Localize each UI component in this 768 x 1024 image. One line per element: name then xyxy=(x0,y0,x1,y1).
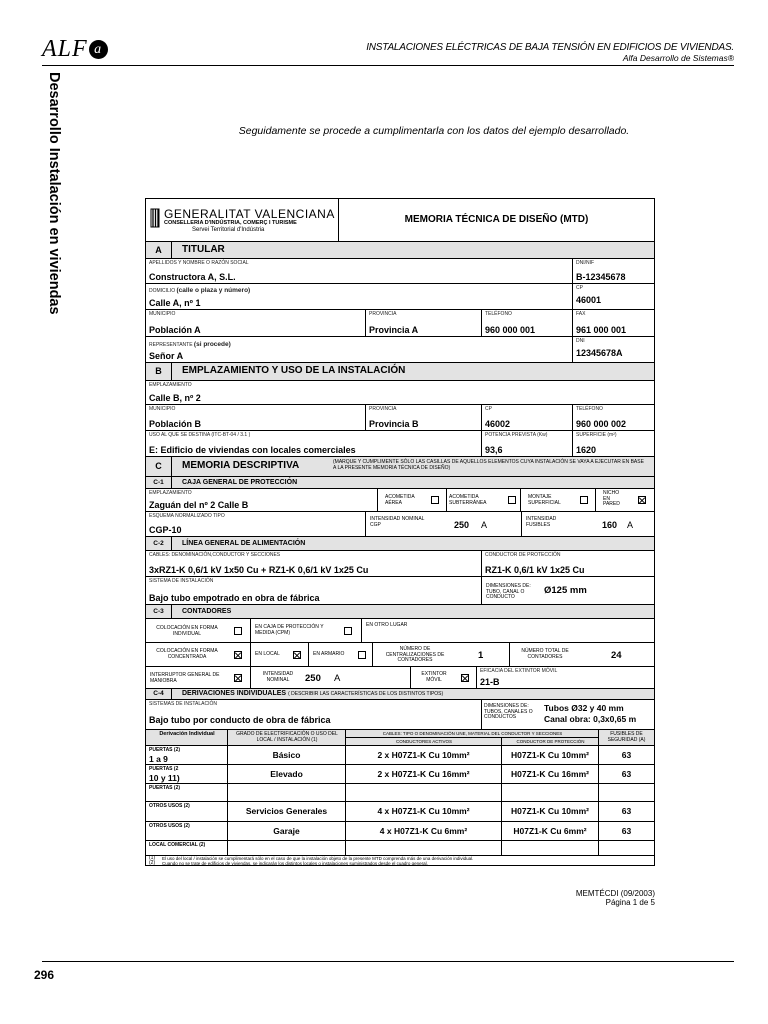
note-2-text: Cuando no se trate de edificios de viviendas, se indicarán los distintos locales o instalaciones suministrados desde el cuadro general. xyxy=(162,861,428,866)
sistema-lga-field[interactable] xyxy=(146,577,482,605)
di-row-5-tipo-cell[interactable] xyxy=(146,822,228,841)
esquema-field[interactable] xyxy=(146,512,366,537)
cables-lga-value: 3xRZ1-K 0,6/1 kV 1x50 Cu + RZ1-K 0,6/1 kV 1x25 Cu xyxy=(149,565,369,575)
extintor-label: EXTINTOR MÓVIL xyxy=(421,671,447,683)
municipio-b-label: MUNICIPIO xyxy=(149,406,176,412)
extintor-option[interactable] xyxy=(411,667,477,689)
esquema-value: CGP-10 xyxy=(149,525,182,535)
provincia-value: Provincia A xyxy=(369,325,419,335)
c3-title: CONTADORES xyxy=(182,608,232,615)
dimensiones-tubo-value: Ø125 mm xyxy=(544,585,587,596)
cgp-emplazamiento-value: Zaguán del nº 2 Calle B xyxy=(149,500,249,510)
fax-label: FAX xyxy=(576,311,586,317)
dninif-label: DNI/NIF xyxy=(576,260,595,266)
intensidad-interruptor-label: INTENSIDAD NOMINAL xyxy=(262,671,294,683)
form-notes xyxy=(146,856,654,865)
uso-label: USO AL QUE SE DESTINA (ITC-BT-04 / 3.1 ) xyxy=(149,432,251,438)
di-row-grado: Garaje xyxy=(273,826,300,836)
representante-label: REPRESENTANTE (si procede) xyxy=(149,341,231,348)
di-sistema-field[interactable] xyxy=(146,700,482,730)
c2-code: C-2 xyxy=(146,537,172,550)
di-row-6-prot-cell[interactable] xyxy=(502,841,599,856)
di-row-type: LOCAL COMERCIAL (2) xyxy=(149,842,206,848)
intensidad-cgp-label: INTENSIDAD NOMINAL CGP xyxy=(370,516,425,528)
di-row-2-prot-cell[interactable] xyxy=(502,765,599,784)
uso-field[interactable] xyxy=(146,431,482,457)
c3-code: C-3 xyxy=(146,605,172,618)
th-activos xyxy=(346,738,502,746)
di-row-type: OTROS USOS (2) xyxy=(149,823,190,829)
di-row-4-grado-cell[interactable] xyxy=(228,802,346,822)
di-row-1-grado-cell[interactable] xyxy=(228,746,346,765)
c4-code: C-4 xyxy=(146,689,172,699)
section-a-title: TITULAR xyxy=(182,244,225,255)
dninif-field[interactable] xyxy=(573,259,654,284)
provincia-b-field[interactable] xyxy=(366,405,482,431)
di-row-6-fus-cell[interactable] xyxy=(599,841,654,856)
montaje-superficial-label: MONTAJE SUPERFICIAL xyxy=(528,494,561,506)
di-row-5-activos-cell[interactable] xyxy=(346,822,502,841)
cp-value: 46001 xyxy=(576,295,602,305)
th-fusibles-label: FUSIBLES DE SEGURIDAD (A) xyxy=(607,731,646,743)
apellidos-label: APELLIDOS Y NOMBRE O RAZÓN SOCIAL xyxy=(149,260,249,266)
individual-label: COLOCACIÓN EN FORMA INDIVIDUAL xyxy=(156,625,218,637)
intensidad-cgp-value: 250 xyxy=(454,520,470,530)
municipio-value: Población A xyxy=(149,325,201,335)
conductor-proteccion-field[interactable] xyxy=(482,551,654,577)
num-total-contadores-value: 24 xyxy=(611,650,622,661)
di-row-1-activos-cell[interactable] xyxy=(346,746,502,765)
intensidad-fusibles-label: INTENSIDAD FUSIBLES xyxy=(526,516,557,528)
cp-b-label: CP xyxy=(485,406,492,412)
org-block xyxy=(146,199,339,242)
note-2-number: (2) xyxy=(149,860,156,866)
montaje-superficial-checkbox[interactable] xyxy=(580,496,588,504)
provincia-b-label: PROVINCIA xyxy=(369,406,397,412)
nicho-pared-checkbox[interactable] xyxy=(638,496,646,504)
domicilio-label: DOMICILIO (calle o plaza y número) xyxy=(149,287,251,294)
di-row-doors: 1 a 9 xyxy=(149,754,168,764)
en-armario-checkbox[interactable] xyxy=(358,651,366,659)
section-c-letter: C xyxy=(146,457,172,476)
di-row-3-grado-cell[interactable] xyxy=(228,784,346,802)
note-1-number: (1) xyxy=(149,855,156,861)
intensidad-fusibles-field[interactable] xyxy=(522,512,654,537)
di-row-6-tipo-cell[interactable] xyxy=(146,841,228,856)
di-row-4-tipo-cell[interactable] xyxy=(146,802,228,822)
section-c-header xyxy=(146,457,654,477)
dni-value: 12345678A xyxy=(576,348,623,358)
sistema-lga-label: SISTEMA DE INSTALACIÓN xyxy=(149,578,214,584)
di-row-activos: 4 x H07Z1-K Cu 6mm² xyxy=(379,826,468,836)
interruptor-option[interactable] xyxy=(146,667,251,689)
page-number: 296 xyxy=(34,968,55,982)
form-page: Página 1 de 5 xyxy=(605,898,655,907)
c1-title: CAJA GENERAL DE PROTECCIÓN xyxy=(182,479,298,486)
di-row-4-prot-cell[interactable] xyxy=(502,802,599,822)
mtd-form xyxy=(145,198,655,866)
c1-header xyxy=(146,477,654,489)
org-name: GENERALITAT VALENCIANA xyxy=(164,207,335,221)
telefono-b-field[interactable] xyxy=(573,405,654,431)
domicilio-value: Calle A, nº 1 xyxy=(149,298,201,308)
intro-text: Seguidamente se procede a cumplimentarla con los datos del ejemplo desarrollado. xyxy=(238,125,630,137)
di-row-4-fus-cell[interactable] xyxy=(599,802,654,822)
en-armario-label: EN ARMARIO xyxy=(313,651,345,657)
section-a-header xyxy=(146,242,654,259)
representante-value: Señor A xyxy=(149,351,184,361)
emplazamiento-field[interactable] xyxy=(146,381,654,405)
acometida-subterranea-label: ACOMETIDA SUBTERRÁNEA xyxy=(449,494,487,506)
th-grado-label: GRADO DE ELECTRIFICACIÓN O USO DEL LOCAL / INSTALACIÓN (1) xyxy=(236,731,338,743)
caja-proteccion-label: EN CAJA DE PROTECCIÓN Y MEDIDA (CPM) xyxy=(255,624,324,636)
th-cables xyxy=(346,730,599,738)
di-row-doors: 10 y 11) xyxy=(149,773,180,783)
caja-proteccion-option[interactable] xyxy=(251,619,362,643)
intensidad-fusibles-unit: A xyxy=(627,520,634,530)
superficie-field[interactable] xyxy=(573,431,654,457)
di-row-fus: 63 xyxy=(621,769,632,779)
doc-title: MEMORIA TÉCNICA DE DISEÑO (MTD) xyxy=(404,214,589,225)
di-row-prot: H07Z1-K Cu 10mm² xyxy=(511,806,589,816)
footer-rule xyxy=(42,961,734,962)
representante-field[interactable] xyxy=(146,337,573,363)
concentrada-option[interactable] xyxy=(146,643,251,667)
municipio-b-field[interactable] xyxy=(146,405,366,431)
emplazamiento-label: EMPLAZAMIENTO xyxy=(149,382,192,388)
dni-label: DNI xyxy=(576,338,585,344)
c2-header xyxy=(146,537,654,551)
num-total-contadores-field[interactable] xyxy=(510,643,654,667)
intensidad-interruptor-field[interactable] xyxy=(251,667,411,689)
fax-field[interactable] xyxy=(573,310,654,337)
num-total-contadores-label: NÚMERO TOTAL DE CONTADORES xyxy=(521,648,569,660)
intensidad-fusibles-value: 160 xyxy=(602,520,618,530)
num-centralizaciones-label: NÚMERO DE CENTRALIZACIONES DE CONTADORES xyxy=(385,646,445,663)
cp-label: CP xyxy=(576,285,583,291)
potencia-label: POTENCIA PREVISTA (Kw) xyxy=(485,432,548,438)
intensidad-cgp-field[interactable] xyxy=(366,512,522,537)
side-title: Desarrollo Instalación en viviendas xyxy=(46,72,62,315)
di-row-6-grado-cell[interactable] xyxy=(228,841,346,856)
di-row-fus: 63 xyxy=(621,826,632,836)
di-row-type: PUERTAS (2) xyxy=(149,785,181,791)
th-derivacion xyxy=(146,730,228,746)
telefono-field[interactable] xyxy=(482,310,573,337)
telefono-b-value: 960 000 002 xyxy=(576,419,627,429)
di-row-activos: 4 x H07Z1-K Cu 10mm² xyxy=(377,806,470,816)
di-row-5-fus-cell[interactable] xyxy=(599,822,654,841)
acometida-subterranea-option[interactable] xyxy=(447,489,521,512)
potencia-field[interactable] xyxy=(482,431,573,457)
en-local-checkbox[interactable] xyxy=(293,651,301,659)
montaje-superficial-option[interactable] xyxy=(521,489,596,512)
apellidos-value: Constructora A, S.L. xyxy=(149,272,236,282)
section-b-title: EMPLAZAMIENTO Y USO DE LA INSTALACIÓN xyxy=(182,365,406,376)
di-row-3-tipo-cell[interactable] xyxy=(146,784,228,802)
acometida-aerea-option[interactable] xyxy=(378,489,447,512)
intensidad-interruptor-unit: A xyxy=(334,673,341,684)
org-dept: CONSELLERIA D'INDÚSTRIA, COMERÇ I TURISME xyxy=(164,220,297,226)
provincia-b-value: Provincia B xyxy=(369,419,419,429)
header-title: INSTALACIONES ELÉCTRICAS DE BAJA TENSIÓN EN EDIFICIOS DE VIVIENDAS. xyxy=(366,42,734,53)
cgp-emplazamiento-label: EMPLAZAMIENTO xyxy=(149,490,192,496)
municipio-field[interactable] xyxy=(146,310,366,337)
eficacia-extintor-field[interactable] xyxy=(477,667,654,689)
section-c-note: (MARQUE Y CUMPLIMENTE SÓLO LAS CASILLAS DE AQUELLOS ELEMENTOS CUYA INSTALACIÓN SE VAYA A EJECUTAR EN BASE A LA PRESENTE MEMORIA TÉCNICA DE DISEÑO) xyxy=(333,459,644,471)
section-a-letter: A xyxy=(146,242,172,258)
fax-value: 961 000 001 xyxy=(576,325,627,335)
conductor-proteccion-value: RZ1-K 0,6/1 kV 1x25 Cu xyxy=(485,565,585,575)
di-row-type: PUERTAS (2 xyxy=(149,766,179,772)
interruptor-checkbox[interactable] xyxy=(234,674,242,682)
telefono-b-label: TELÉFONO xyxy=(576,406,603,412)
org-service: Servei Territorial d'Indústria xyxy=(192,227,265,233)
en-armario-option[interactable] xyxy=(309,643,373,667)
cp-b-field[interactable] xyxy=(482,405,573,431)
di-row-2-tipo-cell[interactable] xyxy=(146,765,228,784)
esquema-label: ESQUEMA NORMALIZADO TIPO xyxy=(149,513,225,519)
provincia-field[interactable] xyxy=(366,310,482,337)
eficacia-extintor-value: 21-B xyxy=(480,677,500,687)
emplazamiento-value: Calle B, nº 2 xyxy=(149,393,201,403)
di-row-fus: 63 xyxy=(621,806,632,816)
di-row-prot: H07Z1-K Cu 6mm² xyxy=(513,826,587,836)
acometida-aerea-label: ACOMETIDA AÉREA xyxy=(385,494,415,506)
di-row-1-fus-cell[interactable] xyxy=(599,746,654,765)
telefono-value: 960 000 001 xyxy=(485,325,536,335)
di-row-prot: H07Z1-K Cu 16mm² xyxy=(511,769,589,779)
individual-option[interactable] xyxy=(146,619,251,643)
form-code: MEMTÉCDI (09/2003) xyxy=(575,889,655,898)
header-subtitle: Alfa Desarrollo de Sistemas® xyxy=(622,53,734,63)
potencia-value: 93,6 xyxy=(485,445,503,455)
nicho-pared-option[interactable] xyxy=(596,489,654,512)
th-derivacion-label: Derivación Individual xyxy=(159,731,215,737)
di-row-activos: 2 x H07Z1-K Cu 16mm² xyxy=(377,769,470,779)
di-row-5-grado-cell[interactable] xyxy=(228,822,346,841)
di-row-3-fus-cell[interactable] xyxy=(599,784,654,802)
section-b-header xyxy=(146,363,654,381)
conductor-proteccion-label: CONDUCTOR DE PROTECCIÓN xyxy=(485,552,561,558)
form-reference xyxy=(576,889,655,907)
header-rule xyxy=(42,65,734,66)
di-row-2-grado-cell[interactable] xyxy=(228,765,346,784)
di-row-5-prot-cell[interactable] xyxy=(502,822,599,841)
acometida-aerea-checkbox[interactable] xyxy=(431,496,439,504)
dni-field[interactable] xyxy=(573,337,654,363)
cables-lga-field[interactable] xyxy=(146,551,482,577)
note-1-text: El uso del local / instalación se cumplimentará sólo en el caso de que la instalación objeto de la presente MTD comprenda más de una derivación individual. xyxy=(162,856,474,861)
di-row-2-activos-cell[interactable] xyxy=(346,765,502,784)
th-cables-label: CABLES: TIPO O DENOMINACIÓN UNE, MATERIAL DEL CONDUCTOR Y SECCIONES xyxy=(382,731,563,736)
di-row-1-tipo-cell[interactable] xyxy=(146,746,228,765)
di-row-type: PUERTAS (2) xyxy=(149,747,181,753)
di-sistema-value: Bajo tubo por conducto de obra de fábrica xyxy=(149,715,331,725)
concentrada-checkbox[interactable] xyxy=(234,651,242,659)
interruptor-label: INTERRUPTOR GENERAL DE MANIOBRA xyxy=(150,672,220,684)
di-row-3-activos-cell[interactable] xyxy=(346,784,502,802)
th-proteccion xyxy=(502,738,599,746)
intensidad-interruptor-value: 250 xyxy=(305,673,321,684)
coat-of-arms-icon xyxy=(150,207,160,229)
di-dimensiones-field[interactable] xyxy=(482,700,654,730)
di-dimensiones-label: DIMENSIONES DE: TUBOS, CANALES O CONDUCTOS xyxy=(484,703,533,720)
di-row-3-prot-cell[interactable] xyxy=(502,784,599,802)
en-local-label: EN LOCAL xyxy=(255,651,280,657)
uso-value: E: Edificio de viviendas con locales comerciales xyxy=(149,445,356,455)
di-row-type: OTROS USOS (2) xyxy=(149,803,190,809)
di-row-1-prot-cell[interactable] xyxy=(502,746,599,765)
dimensiones-tubo-label: DIMENSIONES DE: TUBO, CANAL O CONDUCTO xyxy=(486,583,531,600)
concentrada-label: COLOCACIÓN EN FORMA CONCENTRADA xyxy=(156,648,218,660)
num-centralizaciones-field[interactable] xyxy=(373,643,510,667)
eficacia-extintor-label: EFICACIA DEL EXTINTOR MÓVIL xyxy=(480,668,558,674)
telefono-label: TELÉFONO xyxy=(485,311,512,317)
provincia-label: PROVINCIA xyxy=(369,311,397,317)
di-row-grado: Elevado xyxy=(270,769,303,779)
caja-proteccion-checkbox[interactable] xyxy=(344,627,352,635)
c1-code: C-1 xyxy=(146,477,172,488)
num-centralizaciones-value: 1 xyxy=(478,650,484,661)
domicilio-field[interactable] xyxy=(146,284,573,310)
section-c-title: MEMORIA DESCRIPTIVA xyxy=(182,460,300,471)
individual-checkbox[interactable] xyxy=(234,627,242,635)
di-dimensiones-value-2: Canal obra: 0,3x0,65 m xyxy=(544,714,637,724)
cables-lga-label: CABLES: DENOMINACIÓN,CONDUCTOR Y SECCIONES xyxy=(149,552,281,558)
di-sistema-label: SISTEMAS DE INSTALACIÓN xyxy=(149,701,217,707)
di-row-grado: Básico xyxy=(272,750,301,760)
otro-lugar-option[interactable] xyxy=(362,619,654,643)
c4-header xyxy=(146,689,654,700)
th-activos-label: CONDUCTORES ACTIVOS xyxy=(396,739,452,744)
th-proteccion-label: CONDUCTOR DE PROTECCIÓN xyxy=(516,739,585,744)
section-b-letter: B xyxy=(146,363,172,380)
dimensiones-tubo-field[interactable] xyxy=(482,577,654,605)
cp-field[interactable] xyxy=(573,284,654,310)
alfa-logo: ALF a xyxy=(42,36,108,63)
nicho-pared-label: NICHO EN PARED xyxy=(603,490,620,507)
sistema-lga-value: Bajo tubo empotrado en obra de fábrica xyxy=(149,593,320,603)
di-row-prot: H07Z1-K Cu 10mm² xyxy=(511,750,589,760)
th-fusibles xyxy=(599,730,654,746)
c4-title: DERIVACIONES INDIVIDUALES ( DESCRIBIR LAS CARACTERÍSTICAS DE LOS DISTINTOS TIPOS) xyxy=(182,690,444,697)
doc-title-cell xyxy=(339,199,654,242)
intensidad-cgp-unit: A xyxy=(481,520,488,530)
municipio-b-value: Población B xyxy=(149,419,202,429)
di-row-fus: 63 xyxy=(621,750,632,760)
di-row-2-fus-cell[interactable] xyxy=(599,765,654,784)
apellidos-field[interactable] xyxy=(146,259,573,284)
c3-header xyxy=(146,605,654,619)
extintor-checkbox[interactable] xyxy=(461,674,469,682)
superficie-label: SUPERFICIE (m²) xyxy=(576,432,617,438)
dninif-value: B-12345678 xyxy=(576,272,626,282)
di-row-4-activos-cell[interactable] xyxy=(346,802,502,822)
di-row-activos: 2 x H07Z1-K Cu 10mm² xyxy=(377,750,470,760)
cp-b-value: 46002 xyxy=(485,419,511,429)
en-local-option[interactable] xyxy=(251,643,309,667)
c2-title: LÍNEA GENERAL DE ALIMENTACIÓN xyxy=(182,540,306,547)
di-row-grado: Servicios Generales xyxy=(245,806,328,816)
municipio-label: MUNICIPIO xyxy=(149,311,176,317)
cgp-emplazamiento-field[interactable] xyxy=(146,489,378,512)
superficie-value: 1620 xyxy=(576,445,597,455)
th-grado xyxy=(228,730,346,746)
alfa-logo-mark: a xyxy=(89,40,108,59)
acometida-subterranea-checkbox[interactable] xyxy=(508,496,516,504)
di-dimensiones-value-1: Tubos Ø32 y 40 mm xyxy=(544,703,624,713)
otro-lugar-label: EN OTRO LUGAR xyxy=(366,622,408,628)
di-row-6-activos-cell[interactable] xyxy=(346,841,502,856)
